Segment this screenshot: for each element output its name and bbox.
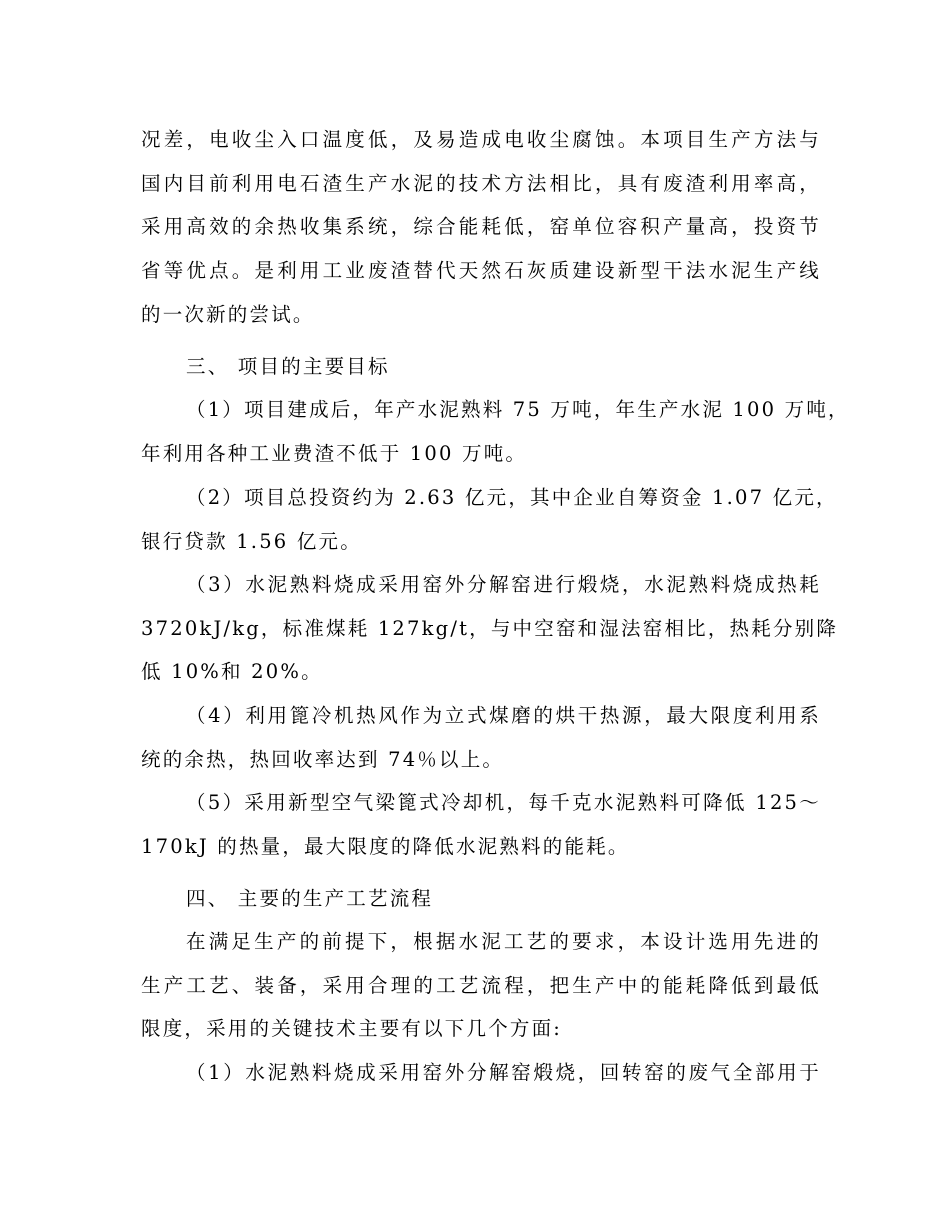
- paragraph-line: 的一次新的尝试。: [141, 303, 315, 326]
- section-heading-3: 三、 项目的主要目标: [186, 355, 390, 378]
- paragraph-line: 在满足生产的前提下，根据水泥工艺的要求，本设计选用先进的: [186, 930, 821, 953]
- paragraph-line: 生产工艺、装备，采用合理的工艺流程，把生产中的能耗降低到最低: [141, 974, 821, 997]
- list-item-2-line: 银行贷款 1.56 亿元。: [141, 530, 362, 553]
- paragraph-line: 采用高效的余热收集系统，综合能耗低，窑单位容积产量高，投资节: [141, 215, 821, 238]
- paragraph-line: 省等优点。是利用工业废渣替代天然石灰质建设新型干法水泥生产线: [141, 259, 821, 282]
- list-item-3-line: （3）水泥熟料烧成采用窑外分解窑进行煅烧，水泥熟料烧成热耗: [186, 573, 821, 596]
- list-item-2-line: （2）项目总投资约为 2.63 亿元，其中企业自筹资金 1.07 亿元，: [186, 486, 838, 509]
- list-item-1-line: 年利用各种工业费渣不低于 100 万吨。: [141, 442, 528, 465]
- list-item-1-line: （1）项目建成后，年产水泥熟料 75 万吨，年生产水泥 100 万吨，: [186, 398, 850, 421]
- list-item-5-line: （5）采用新型空气梁篦式冷却机，每千克水泥熟料可降低 125～: [186, 791, 821, 814]
- list-item-3-line: 低 10%和 20%。: [141, 660, 323, 683]
- list-item-line: （1）水泥熟料烧成采用窑外分解窑煅烧，回转窑的废气全部用于: [186, 1061, 821, 1084]
- list-item-5-line: 170kJ 的热量，最大限度的降低水泥熟料的能耗。: [141, 835, 630, 858]
- list-item-3-line: 3720kJ/kg，标准煤耗 127kg/t，与中空窑和湿法窑相比，热耗分别降: [141, 617, 839, 640]
- section-heading-4: 四、 主要的生产工艺流程: [186, 887, 434, 910]
- list-item-4-line: 统的余热，热回收率达到 74％以上。: [141, 748, 505, 771]
- paragraph-line: 况差，电收尘入口温度低，及易造成电收尘腐蚀。本项目生产方法与: [141, 128, 821, 151]
- list-item-4-line: （4）利用篦冷机热风作为立式煤磨的烘干热源，最大限度利用系: [186, 704, 821, 727]
- paragraph-line: 国内目前利用电石渣生产水泥的技术方法相比，具有废渣利用率高，: [141, 172, 821, 195]
- paragraph-line: 限度，采用的关键技术主要有以下几个方面:: [141, 1017, 563, 1040]
